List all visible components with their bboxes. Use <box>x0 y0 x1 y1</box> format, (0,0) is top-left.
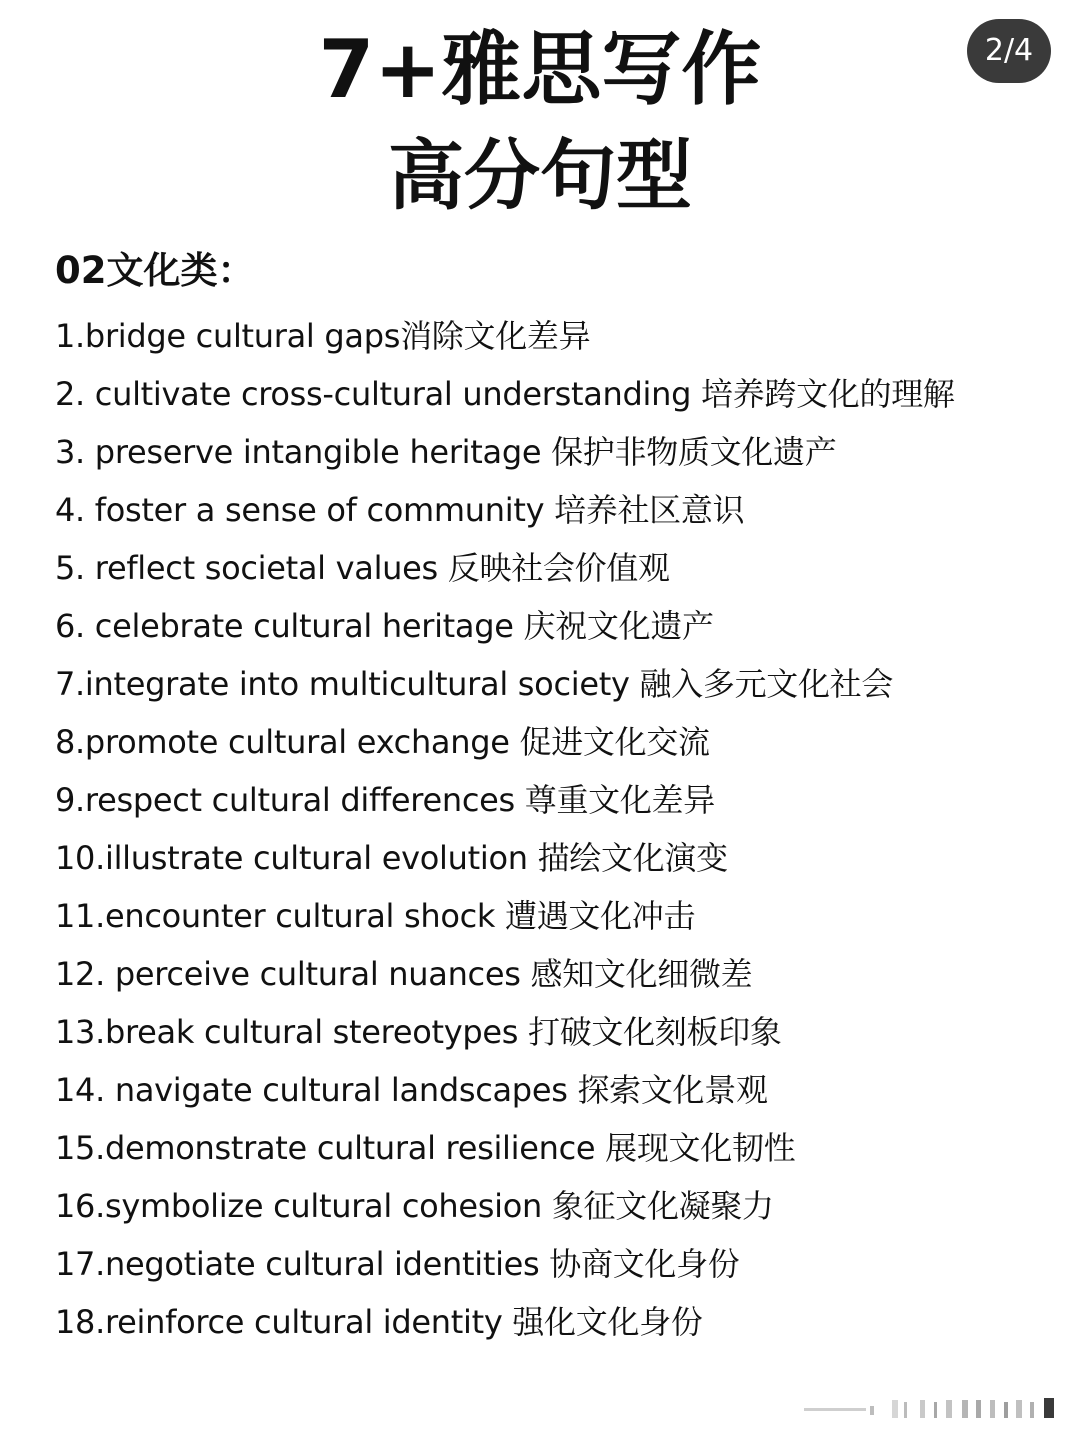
list-item: 18.reinforce cultural identity 强化文化身份 <box>55 1303 703 1341</box>
list-item: 9.respect cultural differences 尊重文化差异 <box>55 781 715 819</box>
title-line-1: 7+雅思写作 <box>318 23 762 116</box>
list-item: 10.illustrate cultural evolution 描绘文化演变 <box>55 839 728 877</box>
list-item: 13.break cultural stereotypes 打破文化刻板印象 <box>55 1013 782 1051</box>
list-item: 11.encounter cultural shock 遭遇文化冲击 <box>55 897 696 935</box>
section-heading: 02文化类： <box>55 249 255 292</box>
page-counter-badge: 2/4 <box>967 19 1051 83</box>
list-item: 17.negotiate cultural identities 协商文化身份 <box>55 1245 740 1283</box>
list-item: 15.demonstrate cultural resilience 展现文化韧性 <box>55 1129 796 1167</box>
phrase-list <box>55 307 975 1351</box>
list-item: 5. reflect societal values 反映社会价值观 <box>55 549 670 587</box>
title-line-2: 高分句型 <box>388 131 692 220</box>
list-item: 2. cultivate cross-cultural understanding 培养跨文化的理解 <box>55 375 955 413</box>
list-item: 3. preserve intangible heritage 保护非物质文化遗产 <box>55 433 837 471</box>
list-item: 8.promote cultural exchange 促进文化交流 <box>55 723 710 761</box>
list-item: 6. celebrate cultural heritage 庆祝文化遗产 <box>55 607 714 645</box>
bottom-scan-marks-decoration <box>800 1396 1056 1422</box>
list-item: 12. perceive cultural nuances 感知文化细微差 <box>55 955 753 993</box>
list-item: 14. navigate cultural landscapes 探索文化景观 <box>55 1071 768 1109</box>
list-item: 4. foster a sense of community 培养社区意识 <box>55 491 745 529</box>
list-item: 16.symbolize cultural cohesion 象征文化凝聚力 <box>55 1187 774 1225</box>
list-item: 7.integrate into multicultural society 融入多元文化社会 <box>55 665 894 703</box>
list-item: 1.bridge cultural gaps消除文化差异 <box>55 317 591 355</box>
